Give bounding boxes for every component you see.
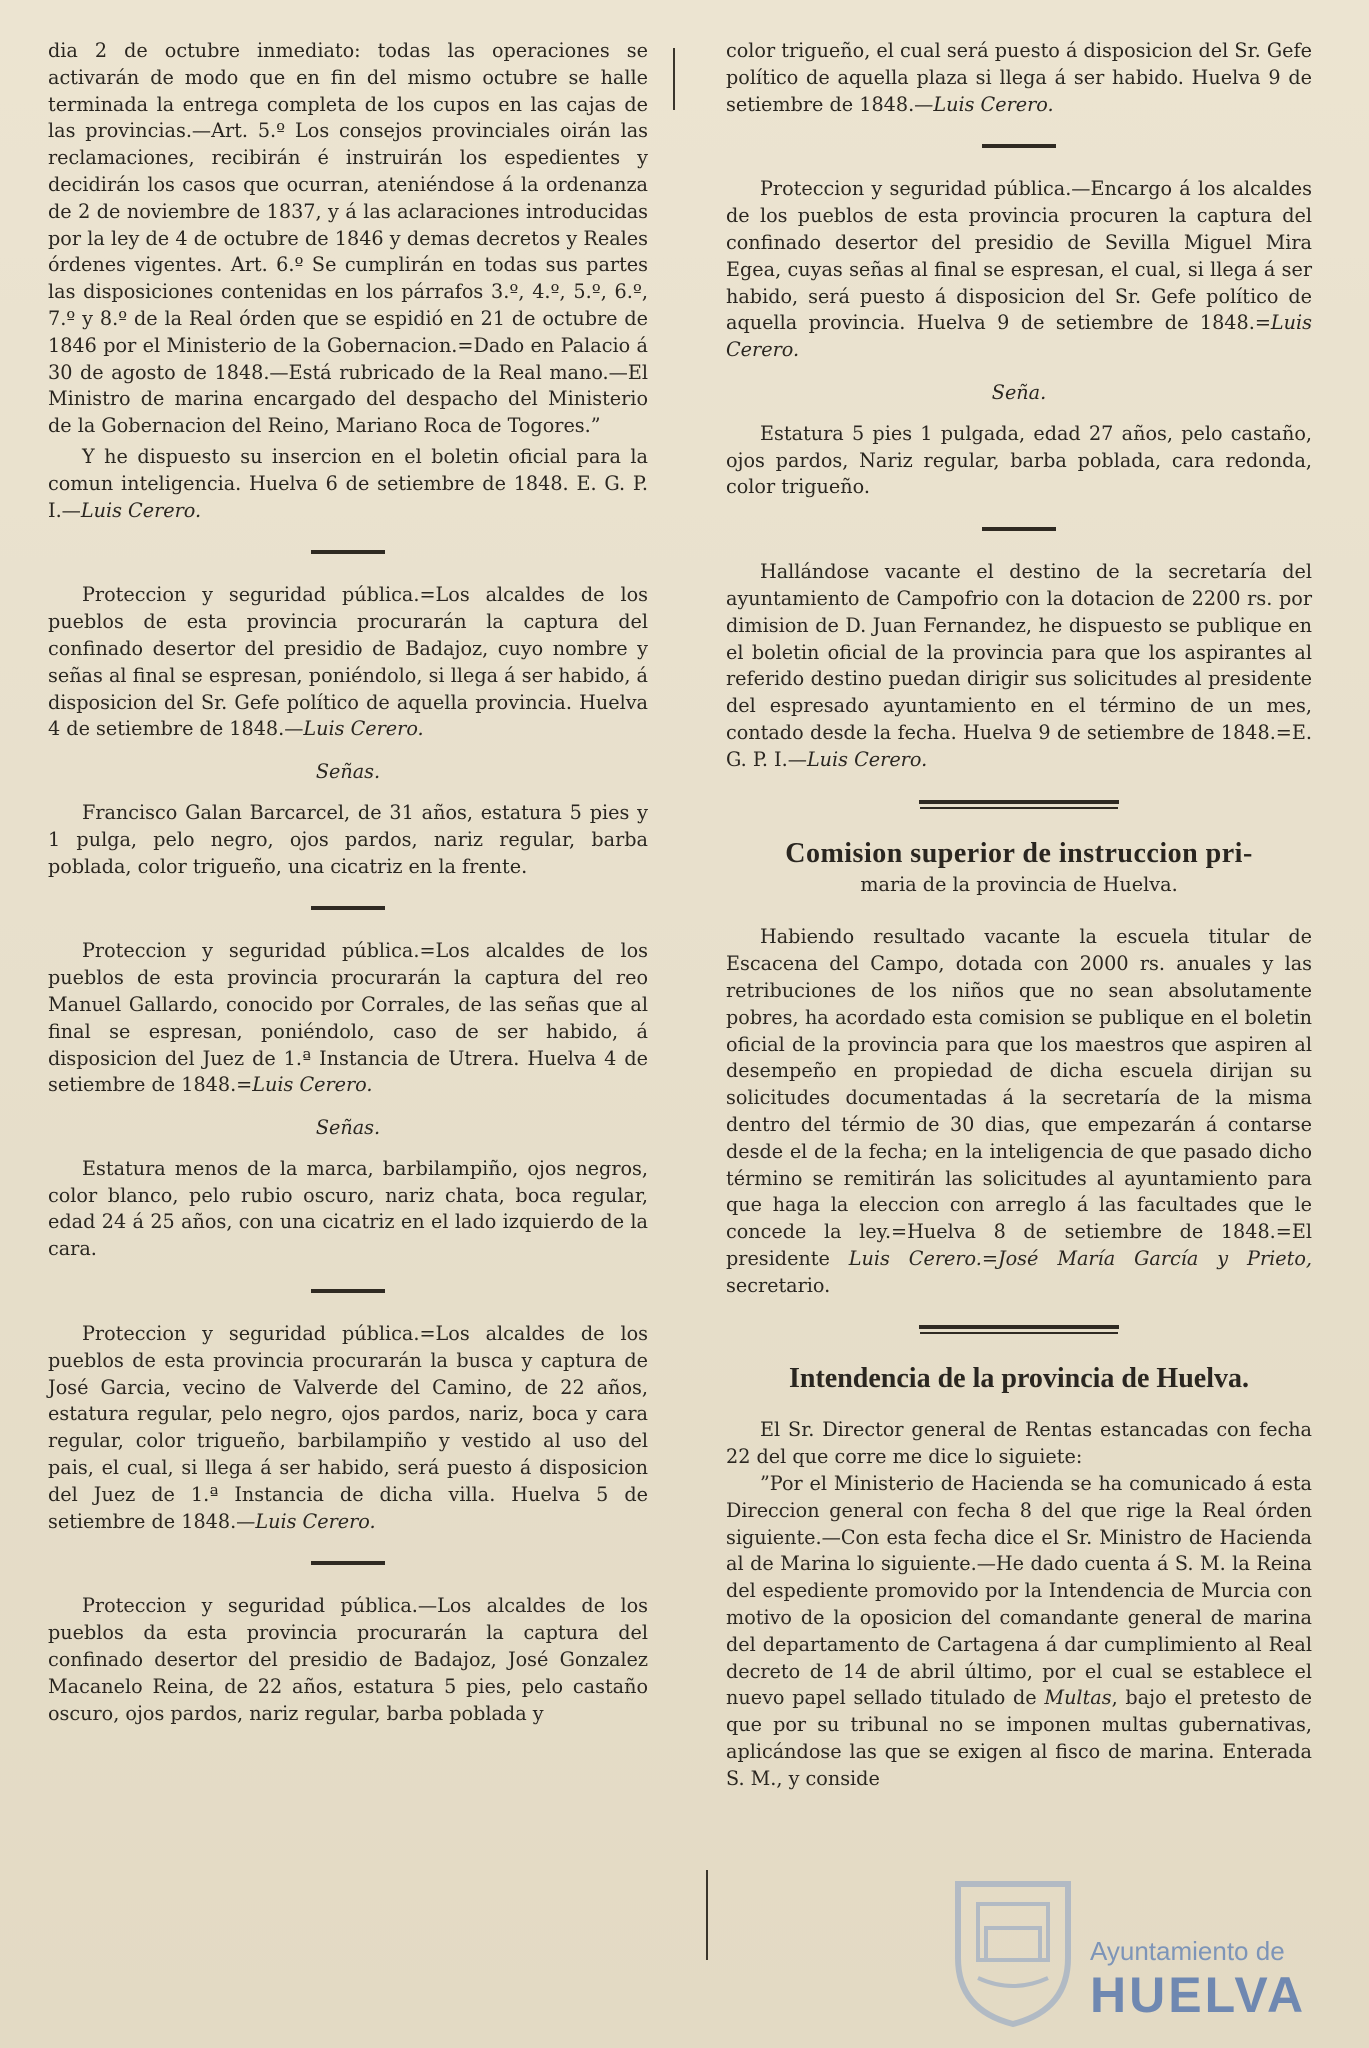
separator xyxy=(982,144,1056,148)
left-column xyxy=(48,38,648,1727)
separator xyxy=(311,906,385,910)
notice-garcia: Proteccion y seguridad pública.=Los alcaldes de los pueblos de esta provincia procurarán la busca y captura de José Garcia, vecino de Valverde del Camino, de 22 años, estatura regular, pelo negro, ojos pardos, nariz, boca y cara regular, color trigueño, barbilampiño y vestido al uso del pais, el cual, si llega á ser habido, será puesto á disposicion del Juez de 1.ª Instancia de dicha villa. Huelva 5 de setiembre de 1848.—Luis Cerero. xyxy=(48,1322,648,1533)
comision-subheading: maria de la provincia de Huelva. xyxy=(860,872,1178,896)
separator xyxy=(982,527,1056,531)
column-divider xyxy=(706,1870,708,1960)
sena-heading: Seña. xyxy=(991,380,1047,404)
sena-text: Estatura 5 pies 1 pulgada, edad 27 años, pelo castaño, ojos pardos, Nariz regular, barba poblada, cara redonda, color trigueño. xyxy=(726,421,1312,499)
watermark-line2: HUELVA xyxy=(1090,1967,1307,2023)
separator xyxy=(311,1289,385,1293)
double-separator xyxy=(919,1325,1119,1329)
notice-mira-egea: Proteccion y seguridad pública.—Encargo á los alcaldes de los pueblos de esta provincia procuren la captura del confinado desertor del presidio de Sevilla Miguel Mira Egea, cuyas señas al final se espresan, el cual, si llega á ser habido, será puesto á disposicion del Sr. Gefe político de aquella provincia. Huelva 9 de setiembre de 1848.=Luis Cerero. xyxy=(726,177,1312,362)
comision-heading: Comision superior de instruccion pri- xyxy=(785,837,1253,869)
senas-text: Francisco Galan Barcarcel, de 31 años, estatura 5 pies y 1 pulga, pelo negro, ojos pardos, nariz regular, barba poblada, color trigueño, una cicatriz en la frente. xyxy=(48,800,648,878)
comision-notice: Habiendo resultado vacante la escuela titular de Escacena del Campo, dotada con 2000 rs. anuales y las retribuciones de los niños que no sean absolutamente pobres, ha acordado esta comision se publique en el boletin oficial de la provincia para que los maestros que aspiren al desempeño en propiedad de dicha escuela dirijan su solicitudes documentadas á la secretaría de la misma dentro del térmio de 30 dias, que empezarán á contarse desde el de la fecha; en la inteligencia de que pasado dicho término se remitirán las solicitudes al ayuntamiento para que haga la eleccion con arreglo á las facultades que le concede la ley.=Huelva 8 de setiembre de 1848.=El presidente Luis Cerero.=José María García y Prieto, secretario. xyxy=(726,925,1312,1297)
vacancy-notice: Hallándose vacante el destino de la secretaría del ayuntamiento de Campofrio con la dotacion de 2200 rs. por dimision de D. Juan Fernandez, he dispuesto se publique en el boletin oficial de la provincia para que los aspirantes al referido destino puedan dirigir sus solicitudes al presidente del espresado ayuntamiento en el término de un mes, contado desde la fecha. Huelva 9 de setiembre de 1848.=E. G. P. I.—Luis Cerero. xyxy=(726,560,1312,771)
double-separator xyxy=(919,800,1119,804)
intendencia-intro: El Sr. Director general de Rentas estancadas con fecha 22 del que corre me dice lo siguiete: xyxy=(726,1418,1312,1469)
insertion-note: Y he dispuesto su insercion en el boletin oficial para la comun inteligencia. Huelva 6 de setiembre de 1848. E. G. P. I.—Luis Cerero. xyxy=(48,444,648,522)
notice-gallardo: Proteccion y seguridad pública.=Los alcaldes de los pueblos de esta provincia procurarán la captura del reo Manuel Gallardo, conocido por Corrales, de las señas que al final se espresan, poniéndolo, caso de ser habido, á disposicion del Juez de 1.ª Instancia de Utrera. Huelva 4 de setiembre de 1848.=Luis Cerero. xyxy=(48,939,648,1097)
senas-text: Estatura menos de la marca, barbilampiño, ojos negros, color blanco, pelo rubio oscuro, nariz chata, boca regular, edad 24 á 25 años, con una cicatriz en el lado izquierdo de la cara. xyxy=(48,1156,648,1261)
separator xyxy=(311,1561,385,1565)
watermark-line1: Ayuntamiento de xyxy=(1090,1936,1285,1966)
senas-heading: Señas. xyxy=(315,760,381,784)
intendencia-heading: Intendencia de la provincia de Huelva. xyxy=(789,1363,1249,1395)
intendencia-order: ”Por el Ministerio de Hacienda se ha comunicado á esta Direccion general con fecha 8 del que rige la Real órden siguiente.—Con esta fecha dice el Sr. Ministro de Hacienda al de Marina lo siguiente.—He dado cuenta á S. M. la Reina del espediente promovido por la Intendencia de Murcia con motivo de la oposicion del comandante general de marina del departamento de Cartagena á dar cumplimiento al Real decreto de 14 de abril último, por el cual se establece el nuevo papel sellado titulado de Multas, bajo el pretesto de que por su tribunal no se imponen multas gubernativas, aplicándose las que se exigen al fisco de marina. Enterada S. M., y conside xyxy=(726,1472,1312,1790)
notice-continuation: color trigueño, el cual será puesto á disposicion del Sr. Gefe político de aquella plaza si llega á ser habido. Huelva 9 de setiembre de 1848.—Luis Cerero. xyxy=(726,39,1312,116)
notice-badajoz: Proteccion y seguridad pública.=Los alcaldes de los pueblos de esta provincia procurarán la captura del confinado desertor del presidio de Badajoz, cuyo nombre y señas al final se espresan, poniéndolo, si llega á ser habido, á disposicion del Sr. Gefe político de aquella provincia. Huelva 4 de setiembre de 1848.—Luis Cerero. xyxy=(48,583,648,741)
decree-continuation: dia 2 de octubre inmediato: todas las operaciones se activarán de modo que en fin del mismo octubre se halle terminada la entrega completa de los cupos en las cajas de las provincias.—Art. 5.º Los consejos provinciales oirán las reclamaciones, recibirán é instruirán los espedientes y decidirán los casos que ocurran, ateniéndose á la ordenanza de 2 de noviembre de 1837, y á las aclaraciones introducidas por la ley de 4 de octubre de 1846 y demas decretos y Reales órdenes vigentes. Art. 6.º Se cumplirán en todas sus partes las disposiciones contenidas en los párrafos 3.º, 4.º, 5.º, 6.º, 7.º y 8.º de la Real órden que se espidió en 21 de octubre de 1846 por el Ministerio de la Gobernacion.=Dado en Palacio á 30 de agosto de 1848.—Está rubricado de la Real mano.—El Ministro de marina encargado del despacho del Ministerio de la Gobernacion del Reino, Mariano Roca de Togores.” xyxy=(48,39,648,438)
notice-gonzalez: Proteccion y seguridad pública.—Los alcaldes de los pueblos da esta provincia procurarán la captura del confinado desertor del presidio de Badajoz, José Gonzalez Macanelo Reina, de 22 años, estatura 5 pies, pelo castaño oscuro, ojos pardos, nariz regular, barba poblada y xyxy=(48,1594,648,1725)
senas-heading: Señas. xyxy=(315,1116,381,1140)
right-column xyxy=(726,38,1312,1793)
column-divider xyxy=(673,48,675,110)
separator xyxy=(311,550,385,554)
